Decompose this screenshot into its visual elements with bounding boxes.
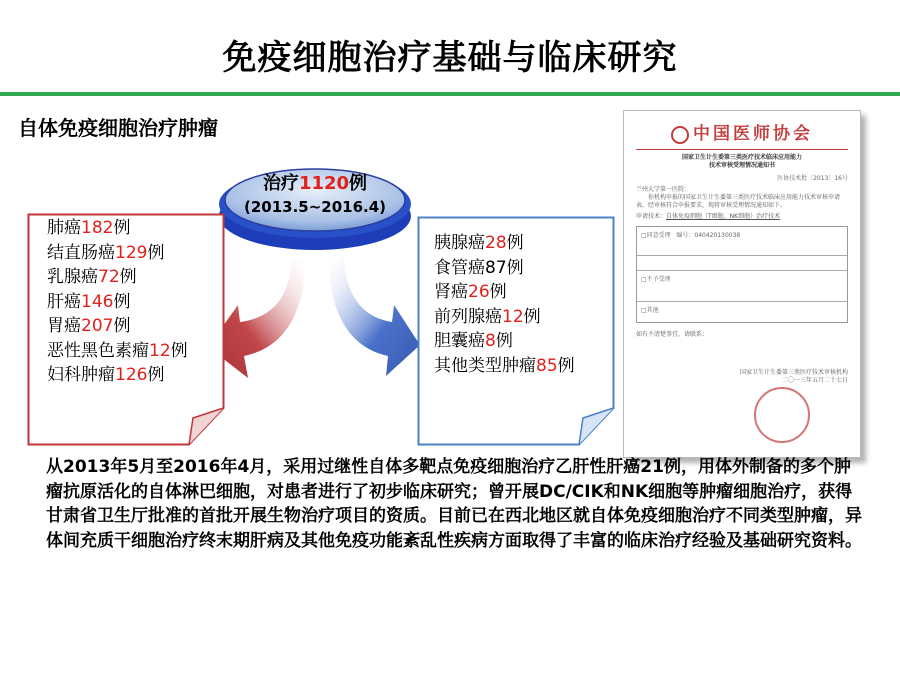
document-table-row: □其他 xyxy=(641,307,659,314)
list-item: 食管癌87例 xyxy=(434,257,524,278)
document-item: 申请技术：自体免疫细胞（T细胞、NK细胞）治疗技术 xyxy=(636,213,781,220)
document-title-2: 技术审核受理情况通知书 xyxy=(708,162,775,169)
summary-period: (2013.5~2016.4) xyxy=(243,198,387,216)
list-item: 肝癌146例 xyxy=(47,291,131,312)
document-addressee: 兰州大学第一医院： xyxy=(636,186,691,193)
right-tumor-list-box xyxy=(417,216,615,446)
list-item: 肺癌182例 xyxy=(47,218,131,238)
document-table xyxy=(636,226,848,323)
left-tumor-list xyxy=(47,216,188,388)
document-header: 中国医师协会 xyxy=(636,121,848,147)
official-seal-icon xyxy=(754,387,810,443)
document-footer-org: 国家卫生计生委第三类医疗技术审核机构 xyxy=(739,369,848,376)
list-item: 其他类型肿瘤85例 xyxy=(434,355,575,376)
document-table-row: □不予受理 xyxy=(637,271,847,302)
list-item: 乳腺癌72例 xyxy=(47,267,137,287)
document-table-row xyxy=(637,256,847,271)
list-item: 前列腺癌12例 xyxy=(434,306,541,327)
list-item: 结直肠癌129例 xyxy=(47,242,165,263)
right-tumor-list xyxy=(434,231,575,378)
slide-title: 免疫细胞治疗基础与临床研究 xyxy=(222,38,678,78)
section-subtitle: 自体免疫细胞治疗肿瘤 xyxy=(18,116,218,140)
summary-count: 治疗1120例 xyxy=(262,173,368,194)
list-item: 胆囊癌8例 xyxy=(434,331,513,351)
list-item: 恶性黑色素瘤12例 xyxy=(47,340,188,361)
document-header-rule xyxy=(636,149,848,150)
document-title-1: 国家卫生计生委第三类医疗技术临床应用能力 xyxy=(681,154,802,161)
document-contact: 如有不清楚事宜，请联系： xyxy=(636,331,709,338)
document-table-row: □同意受理 编号：040420130038 xyxy=(637,227,847,256)
list-item: 胰腺癌28例 xyxy=(434,233,524,253)
list-item: 妇科肿瘤126例 xyxy=(47,365,165,385)
treatment-summary-badge xyxy=(215,158,415,254)
document-footer-date: 二〇一三年五月二十七日 xyxy=(781,377,848,384)
list-item: 胃癌207例 xyxy=(47,316,131,336)
description-paragraph: 从2013年5月至2016年4月，采用过继性自体多靶点免疫细胞治疗乙肝性肝癌21例，用体外制备的多个肿瘤抗原活化的自体淋巴细胞，对患者进行了初步临床研究；曾开展DC/CIK和NK细胞等肿瘤细胞治疗，获得甘肃省卫生厅批准的首批开展生物治疗项目的资质。目前已在西北地区就自体免疫细胞治疗不同类型肿瘤，异体间充质干细胞治疗终末期肝病及其他免疫功能紊乱性疾病方面取得了丰富的临床治疗经验及基础研究资料。 xyxy=(46,457,862,551)
left-tumor-list-box xyxy=(27,213,225,446)
document-body: 你机构申报的国家卫生计生委第三类医疗技术临床应用能力技术审核申请表，经审核符合申报要求，现将审核受理情况通知如下。 xyxy=(636,194,841,209)
list-item: 肾癌26例 xyxy=(434,282,507,302)
document-ref: 医协技术批〔2013〕16号 xyxy=(777,175,848,182)
curved-arrow-down-right-icon xyxy=(328,258,420,376)
association-logo-icon xyxy=(671,126,689,144)
approval-document-image xyxy=(623,110,861,458)
